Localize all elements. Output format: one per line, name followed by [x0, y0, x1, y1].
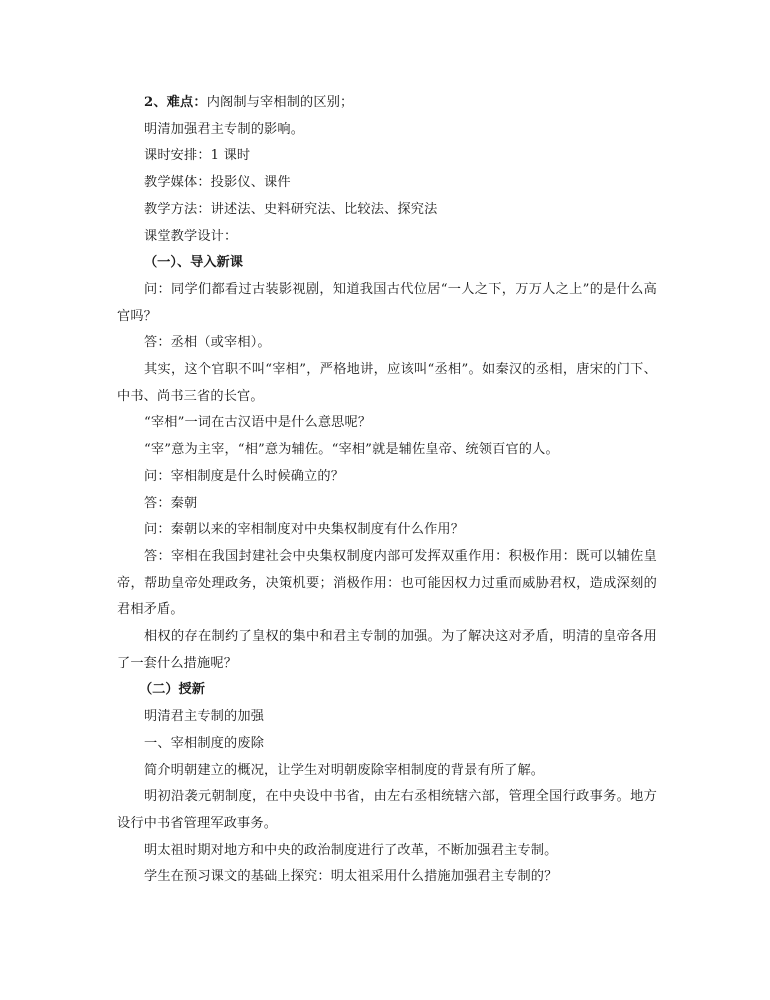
paragraph: 明清君主专制的加强	[144, 709, 265, 725]
section-heading-intro: （一）、导入新课	[144, 255, 243, 271]
class-hours: 课时安排：1 课时	[144, 148, 251, 164]
difficulty-text: 内阁制与宰相制的区别；	[206, 95, 354, 110]
paragraph: “宰”意为主宰，“相”意为辅佐。“宰相”就是辅佐皇帝、统领百官的人。	[144, 442, 559, 458]
paragraph: 明太祖时期对地方和中央的政治制度进行了改革，不断加强君主专制。	[144, 842, 558, 858]
paragraph: 其实，这个官职不叫“宰相”，严格地讲，应该叫“丞相”。如秦汉的丞相，唐宋的门下、中书、尚书三省的长官。	[117, 362, 657, 404]
paragraph: 答：宰相在我国封建社会中央集权制度内部可发挥双重作用：积极作用：既可以辅佐皇帝，帮助皇帝处理政务，决策机要；消极作用：也可能因权力过重而威胁君权，造成深刻的君相矛盾。	[117, 548, 657, 618]
paragraph: 答：丞相（或宰相）。	[144, 335, 271, 351]
paragraph: 答：秦朝	[144, 495, 198, 511]
paragraph: 明初沿袭元朝制度，在中央设中书省，由左右丞相统辖六部，管理全国行政事务。地方设行中书省管理军政事务。	[117, 789, 657, 831]
section-heading-new-lesson: （二）授新	[139, 682, 205, 698]
teaching-media: 教学媒体：投影仪、课件	[144, 175, 291, 191]
paragraph: 问：秦朝以来的宰相制度对中央集权制度有什么作用？	[144, 522, 465, 538]
paragraph: 一、宰相制度的废除	[144, 735, 265, 751]
teaching-methods: 教学方法：讲述法、史料研究法、比较法、探究法	[144, 201, 438, 217]
difficulty-label: 2、难点：	[144, 95, 207, 110]
paragraph: 明清加强君主专制的影响。	[144, 121, 305, 137]
paragraph: 简介明朝建立的概况，让学生对明朝废除宰相制度的背景有所了解。	[144, 762, 545, 778]
lesson-design-label: 课堂教学设计：	[144, 228, 238, 244]
document-body	[117, 90, 657, 891]
paragraph: “宰相”一词在古汉语中是什么意思呢？	[144, 415, 372, 431]
paragraph: 问：宰相制度是什么时候确立的？	[144, 468, 345, 484]
paragraph: 学生在预习课文的基础上探究：明太祖采用什么措施加强君主专制的？	[144, 869, 558, 885]
paragraph: 问：同学们都看过古装影视剧，知道我国古代位居“一人之下，万万人之上”的是什么高官吗？	[117, 281, 657, 324]
difficulty-point	[117, 90, 657, 117]
paragraph: 相权的存在制约了皇权的集中和君主专制的加强。为了解决这对矛盾，明清的皇帝各用了一套什么措施呢？	[117, 629, 657, 671]
